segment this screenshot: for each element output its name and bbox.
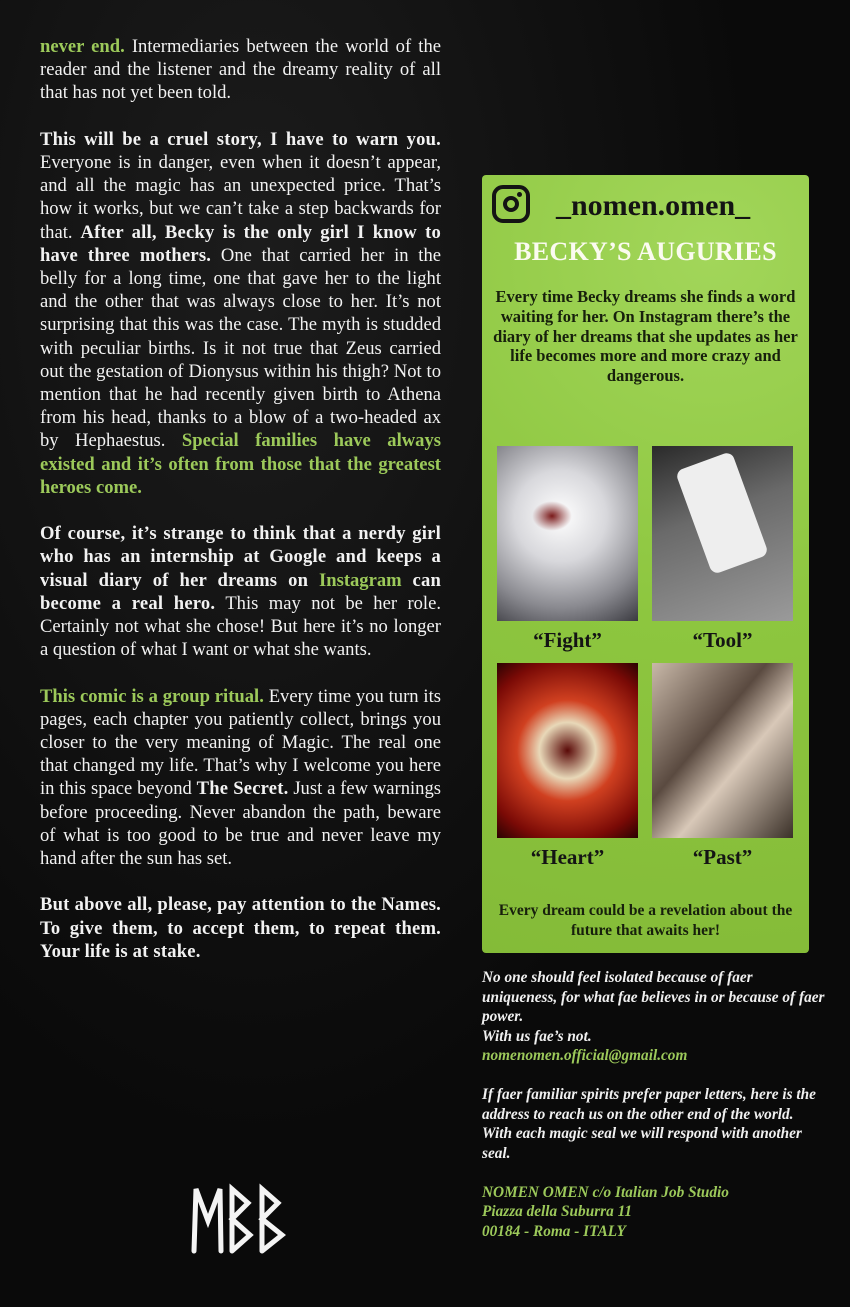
emphasis-text: This will be a cruel story, I have to warn you. [40, 128, 441, 150]
article-paragraph [40, 522, 441, 661]
fight-image [497, 446, 638, 621]
contact-info [482, 968, 827, 1261]
emphasis-text: can become a real hero. [40, 569, 441, 614]
panel-footer: Every dream could be a revelation about the future that awaits her! [498, 902, 793, 939]
tool-image [652, 446, 793, 621]
heart-image [497, 663, 638, 838]
past-image [652, 663, 793, 838]
emphasis-text: Instagram [319, 569, 402, 591]
beckys-auguries-panel [482, 175, 809, 953]
body-text: Just a few warnings before proceeding. Never abandon the path, beware of what is too good to be true and never leave my hand after the sun has set. [40, 778, 441, 870]
contact-text: No one should feel isolated because of faer uniqueness, for what fae believes in or because of faer power. [482, 969, 825, 1025]
article-paragraph [40, 35, 441, 105]
past-caption: “Past” [692, 845, 753, 869]
contact-text: With each magic seal we will respond with another seal. [482, 1125, 802, 1162]
body-text: Everyone is in danger, even when it doesn’t appear, and all the magic has an unexpected price. That’s how it works, but we can’t take a step backwards for that. [40, 152, 441, 243]
panel-description: Every time Becky dreams she finds a word waiting for her. On Instagram there’s the diary of her dreams that she updates as her life becomes more and more crazy and dangerous. [493, 287, 798, 386]
article-paragraph [40, 893, 441, 963]
article-text [40, 35, 441, 986]
signature-logo [190, 1183, 290, 1255]
address-line: NOMEN OMEN c/o Italian Job Studio [482, 1183, 729, 1201]
panel-title: BECKY’S AUGURIES [514, 237, 777, 266]
body-text: One that carried her in the belly for a long time, one that gave her to the light and the other that was always close to her. It’s not surprising that this was the case. The myth is studded with peculiar births. Is it not true that Zeus carried out the gestation of Dionysus within his thigh? Not to mention that he had recently given birth to Athena from his head, thanks to a blow of a two-headed ax by Hephaestus. [40, 244, 441, 452]
emphasis-text: This comic is a group ritual. [40, 685, 264, 707]
address-line: Piazza della Suburra 11 [482, 1203, 633, 1220]
instagram-icon [492, 185, 530, 223]
emphasis-text: But above all, please, pay attention to the Names. To give them, to accept them, to repeat them. Your life is at stake. [40, 894, 441, 962]
tool-caption: “Tool” [692, 628, 753, 652]
body-text: Every time you turn its pages, each chapter you patiently collect, brings you closer to the very meaning of Magic. The real one that changed my life. That’s why I welcome you here in this space beyond [40, 685, 441, 800]
emphasis-text: Special families have always existed and it’s often from those that the greatest heroes come. [40, 430, 441, 498]
email-link[interactable]: nomenomen.official@gmail.com [482, 1047, 688, 1064]
instagram-handle[interactable]: _nomen.omen_ [556, 189, 751, 222]
postal-address [482, 1183, 827, 1242]
emphasis-text: After all, Becky is the only girl I know to have three mothers. [40, 221, 441, 266]
contact-text: With us fae’s not. [482, 1027, 592, 1045]
contact-text: If faer familiar spirits prefer paper letters, here is the address to reach us on the other end of the world. [482, 1086, 816, 1123]
body-text: This may not be her role. Certainly not what she chose! But here it’s no longer a question of what I want or what she wants. [40, 592, 441, 661]
address-line: 00184 - Roma - ITALY [482, 1222, 626, 1240]
body-text: Intermediaries between the world of the reader and the listener and the dreamy reality of all that has not yet been told. [40, 36, 441, 104]
heart-caption: “Heart” [530, 845, 605, 869]
fight-caption: “Fight” [533, 628, 602, 652]
article-paragraph [40, 128, 441, 499]
emphasis-text: The Secret. [196, 778, 289, 800]
emphasis-text: never end. [40, 36, 125, 57]
article-paragraph [40, 685, 441, 871]
emphasis-text: Of course, it’s strange to think that a nerdy girl who has an internship at Google and keeps a visual diary of her dreams on [40, 523, 441, 591]
